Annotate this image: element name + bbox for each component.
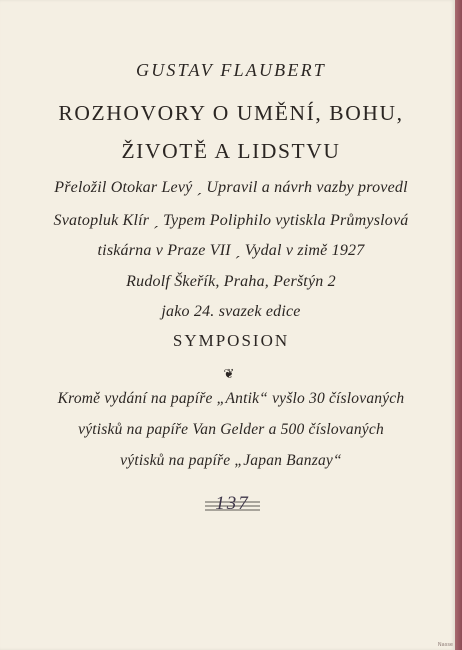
colophon-line-2: Svatopluk Klír ˏ Typem Poliphilo vytiskla Průmyslová bbox=[53, 212, 409, 229]
copy-number-field bbox=[205, 493, 260, 515]
edge-stamp: Nasse bbox=[437, 642, 453, 648]
colophon-line-3: tiskárna v Praze VII ˏ Vydal v zimě 1927 bbox=[97, 242, 365, 259]
colophon-line-4: Rudolf Škeřík, Praha, Perštýn 2 bbox=[126, 273, 336, 290]
colophon-line-5: jako 24. svazek edice bbox=[161, 303, 301, 320]
limitation-line-2: výtisků na papíře Van Gelder a 500 číslovaných bbox=[78, 421, 384, 438]
book-title-line-2: ŽIVOTĚ A LIDSTVU bbox=[121, 139, 341, 163]
series-name: SYMPOSION bbox=[172, 331, 290, 350]
fleuron-icon: ❦ bbox=[223, 367, 235, 382]
limitation-line-3: výtisků na papíře „Japan Banzay“ bbox=[120, 452, 342, 469]
colophon-line-1: Přeložil Otokar Levý ˏ Upravil a návrh vazby provedl bbox=[54, 179, 408, 196]
limitation-line-1: Kromě vydání na papíře „Antik“ vyšlo 30 číslovaných bbox=[57, 390, 405, 407]
author-name: GUSTAV FLAUBERT bbox=[136, 60, 326, 80]
page-edge-binding bbox=[455, 0, 462, 650]
book-title-line-1: ROZHOVORY O UMĚNÍ, BOHU, bbox=[58, 101, 404, 125]
copy-number: 137 bbox=[215, 493, 250, 514]
